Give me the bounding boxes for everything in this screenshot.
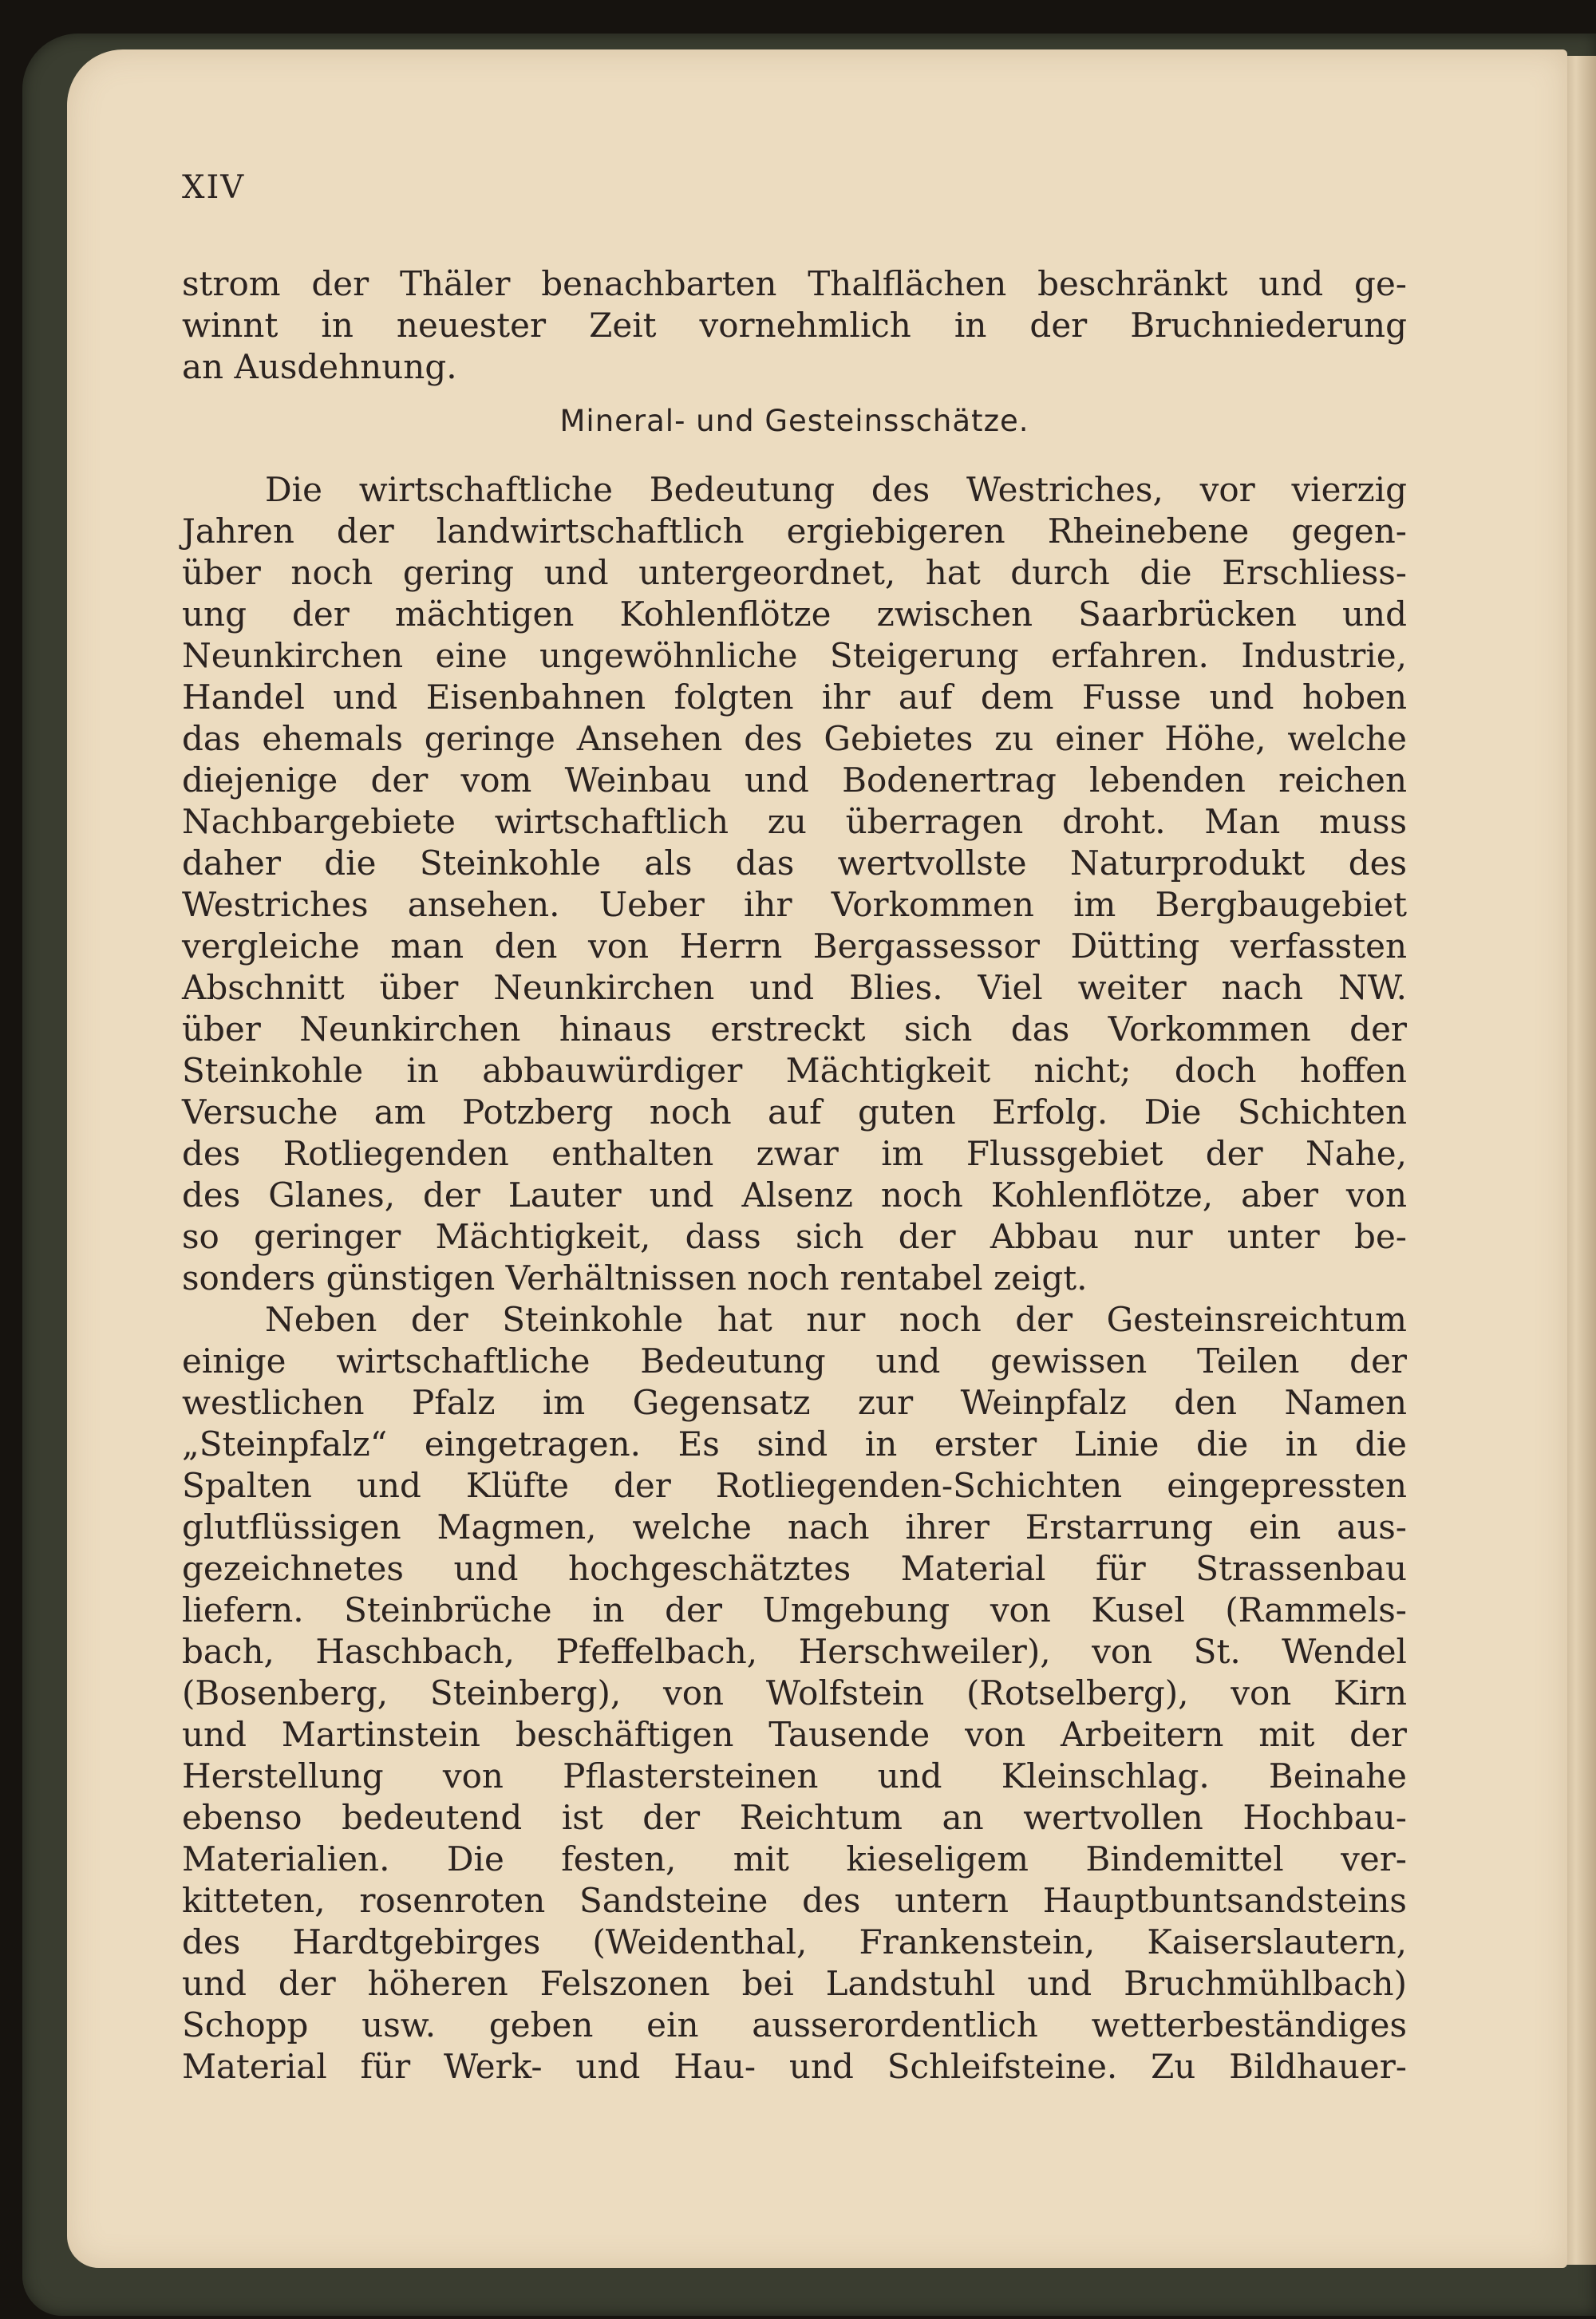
text-line: Nachbargebiete wirtschaftlich zu überragen droht. Man muss xyxy=(182,802,1407,841)
text-line: über Neunkirchen hinaus erstreckt sich das Vorkommen der xyxy=(182,1009,1407,1049)
text-line: kitteten, rosenroten Sandsteine des untern Hauptbuntsandsteins xyxy=(182,1881,1407,1920)
text-line: gezeichnetes und hochgeschätztes Material für Strassenbau xyxy=(182,1549,1407,1588)
text-line: an Ausdehnung. xyxy=(182,347,457,386)
text-line: Herstellung von Pflastersteinen und Kleinschlag. Beinahe xyxy=(182,1756,1407,1796)
text-line: des Glanes, der Lauter und Alsenz noch Kohlenflötze, aber von xyxy=(182,1175,1407,1215)
text-line: Spalten und Klüfte der Rotliegenden-Schichten eingepressten xyxy=(182,1466,1407,1505)
text-line: Die wirtschaftliche Bedeutung des Westriches, vor vierzig xyxy=(265,470,1407,509)
text-line: ung der mächtigen Kohlenflötze zwischen Saarbrücken und xyxy=(182,595,1407,634)
text-line: „Steinpfalz“ eingetragen. Es sind in erster Linie die in die xyxy=(182,1424,1407,1464)
text-line: so geringer Mächtigkeit, dass sich der Abbau nur unter be- xyxy=(182,1217,1407,1256)
text-line: Material für Werk- und Hau- und Schleifsteine. Zu Bildhauer- xyxy=(182,2047,1407,2086)
text-line: des Hardtgebirges (Weidenthal, Frankenstein, Kaiserslautern, xyxy=(182,1922,1407,1961)
text-line: Handel und Eisenbahnen folgten ihr auf dem Fusse und hoben xyxy=(182,678,1407,717)
text-line: winnt in neuester Zeit vornehmlich in der Bruchniederung xyxy=(182,306,1407,345)
text-line: bach, Haschbach, Pfeffelbach, Herschweiler), von St. Wendel xyxy=(182,1632,1407,1671)
text-line: vergleiche man den von Herrn Bergassessor Dütting verfassten xyxy=(182,926,1407,966)
section-heading: Mineral- und Gesteinsschätze. xyxy=(559,404,1029,438)
text-line: Steinkohle in abbauwürdiger Mächtigkeit nicht; doch hoffen xyxy=(182,1051,1407,1090)
text-line: einige wirtschaftliche Bedeutung und gewissen Teilen der xyxy=(182,1341,1407,1381)
text-line: das ehemals geringe Ansehen des Gebietes zu einer Höhe, welche xyxy=(182,719,1407,758)
text-line: Neben der Steinkohle hat nur noch der Gesteinsreichtum xyxy=(265,1300,1407,1339)
page-edge xyxy=(1562,56,1596,2265)
text-line: liefern. Steinbrüche in der Umgebung von Kusel (Rammels- xyxy=(182,1590,1407,1630)
text-line: strom der Thäler benachbarten Thalflächen beschränkt und ge- xyxy=(182,264,1407,303)
text-line: Neunkirchen eine ungewöhnliche Steigerung erfahren. Industrie, xyxy=(182,636,1407,675)
text-line: glutflüssigen Magmen, welche nach ihrer Erstarrung ein aus- xyxy=(182,1507,1407,1547)
text-line: und Martinstein beschäftigen Tausende von Arbeitern mit der xyxy=(182,1715,1407,1754)
text-line: daher die Steinkohle als das wertvollste Naturprodukt des xyxy=(182,843,1407,883)
text-line: Jahren der landwirtschaftlich ergiebigeren Rheinebene gegen- xyxy=(182,512,1407,551)
page-number: XIV xyxy=(182,169,246,206)
text-line: Abschnitt über Neunkirchen und Blies. Viel weiter nach NW. xyxy=(182,968,1407,1007)
text-line: Westriches ansehen. Ueber ihr Vorkommen im Bergbaugebiet xyxy=(182,885,1407,924)
text-line: Schopp usw. geben ein ausserordentlich wetterbeständiges xyxy=(182,2005,1407,2044)
text-line: ebenso bedeutend ist der Reichtum an wertvollen Hochbau- xyxy=(182,1798,1407,1837)
text-line: diejenige der vom Weinbau und Bodenertrag lebenden reichen xyxy=(182,760,1407,800)
text-line: und der höheren Felszonen bei Landstuhl und Bruchmühlbach) xyxy=(182,1964,1407,2003)
text-line: Materialien. Die festen, mit kieseligem Bindemittel ver- xyxy=(182,1839,1407,1879)
text-line: Versuche am Potzberg noch auf guten Erfolg. Die Schichten xyxy=(182,1092,1407,1132)
text-line: über noch gering und untergeordnet, hat durch die Erschliess- xyxy=(182,553,1407,592)
text-line: des Rotliegenden enthalten zwar im Flussgebiet der Nahe, xyxy=(182,1134,1407,1173)
text-line: sonders günstigen Verhältnissen noch rentabel zeigt. xyxy=(182,1258,1088,1298)
text-line: westlichen Pfalz im Gegensatz zur Weinpfalz den Namen xyxy=(182,1383,1407,1422)
text-line: (Bosenberg, Steinberg), von Wolfstein (Rotselberg), von Kirn xyxy=(182,1673,1407,1713)
